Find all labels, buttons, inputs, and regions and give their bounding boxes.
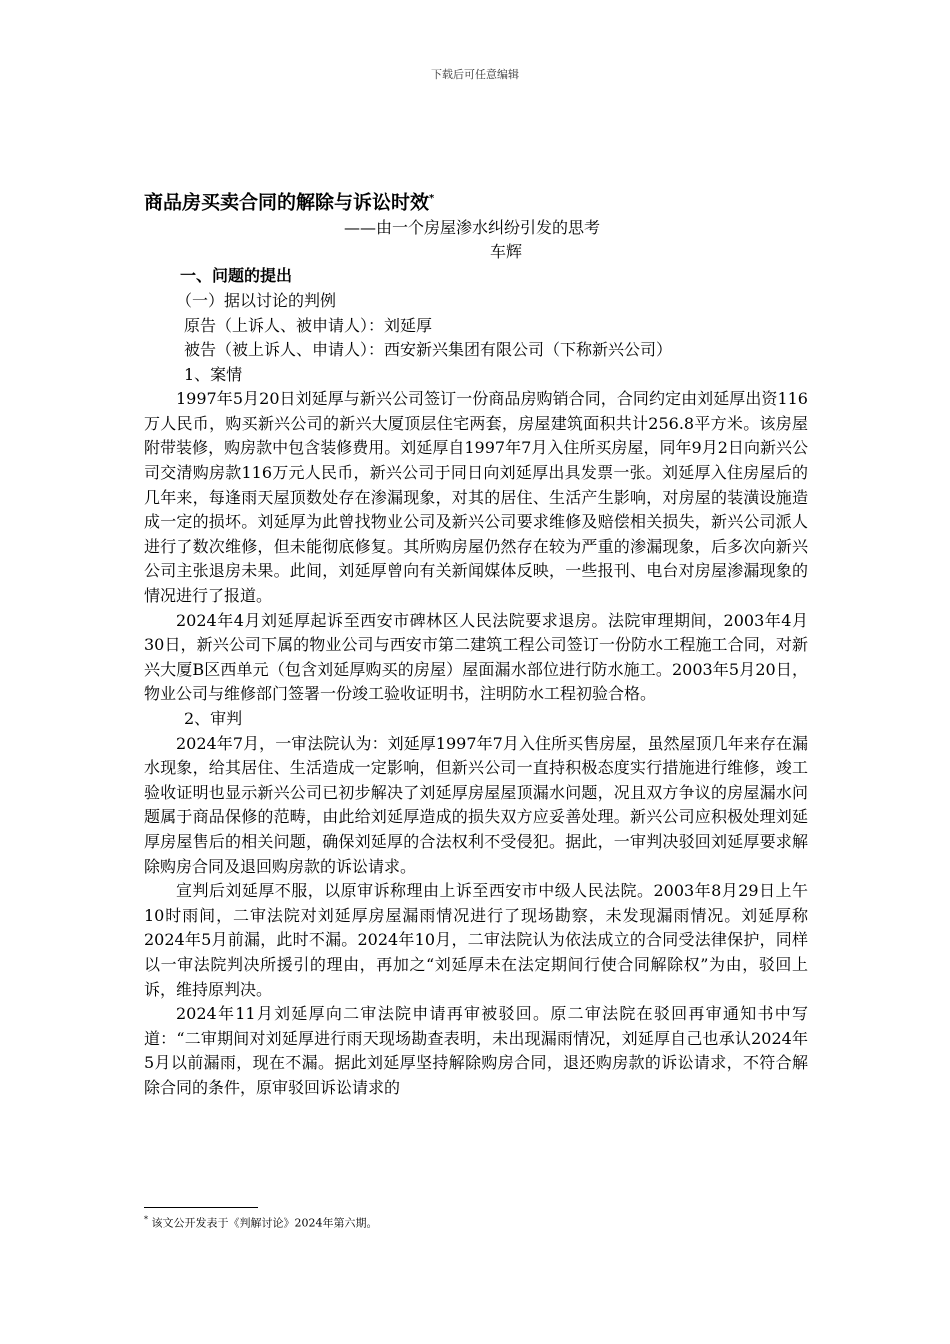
trial-heading: 2、审判: [184, 709, 243, 729]
footnote-mark: *: [144, 1215, 148, 1224]
document-body: [144, 186, 808, 1101]
title-footnote-mark: *: [429, 193, 435, 204]
trial-paragraph: 宣判后刘延厚不服，以原审诉称理由上诉至西安市中级人民法院。2003年8月29日上午10时雨间，二审法院对刘延厚房屋漏雨情况进行了现场勘察，未发现漏雨情况。刘延厚称2024年5月前漏，此时不漏。2024年10月，二审法院认为依法成立的合同受法律保护，同样以一审法院判决所援引的理由，再加之“刘延厚未在法定期间行使合同解除权”为由，驳回上诉，维持原判决。: [144, 881, 808, 999]
trial-paragraph: 2024年11月刘延厚向二审法院申请再审被驳回。原二审法院在驳回再审通知书中写道：“二审期间对刘延厚进行雨天现场勘查表明，未出现漏雨情况，刘延厚自己也承认2024年5月以前漏雨，现在不漏。据此刘延厚坚持解除购房合同，退还购房款的诉讼请求，不符合解除合同的条件，原审驳回诉讼请求的: [144, 1004, 808, 1097]
section-heading: 一、问题的提出: [180, 266, 293, 286]
defendant-line: 被告（被上诉人、申请人）：西安新兴集团有限公司（下称新兴公司）: [184, 340, 673, 360]
plaintiff-line: 原告（上诉人、被申请人）：刘延厚: [184, 315, 433, 335]
footnote-divider: [144, 1207, 258, 1208]
subsection-heading: （一）据以讨论的判例: [176, 290, 337, 310]
document-subtitle: ——由一个房屋渗水纠纷引发的思考: [344, 218, 601, 238]
document-title: [144, 186, 808, 215]
case-paragraph: 1997年5月20日刘延厚与新兴公司签订一份商品房购销合同，合同约定由刘延厚出资116万人民币，购买新兴公司的新兴大厦顶层住宅两套，房屋建筑面积共计256.8平方米。该房屋附带装修，购房款中包含装修费用。刘延厚自1997年7月入住所买房屋，同年9月2日向新兴公司交清购房款116万元人民币，新兴公司于同日向刘延厚出具发票一张。刘延厚入住房屋后的几年来，每逢雨天屋顶数处存在渗漏现象，对其的居住、生活产生影响，对房屋的装潢设施造成一定的损坏。刘延厚为此曾找物业公司及新兴公司要求维修及赔偿相关损失，新兴公司派人进行了数次维修，但未能彻底修复。其所购房屋仍然存在较为严重的渗漏现象，后多次向新兴公司主张退房未果。此间，刘延厚曾向有关新闻媒体反映，一些报刊、电台对房屋渗漏现象的情况进行了报道。: [144, 389, 808, 606]
author-name: 车辉: [489, 242, 522, 262]
case-paragraph: 2024年4月刘延厚起诉至西安市碑林区人民法院要求退房。法院审理期间，2003年4月30日，新兴公司下属的物业公司与西安市第二建筑工程公司签订一份防水工程施工合同，对新兴大厦B区西单元（包含刘延厚购买的房屋）屋面漏水部位进行防水施工。2003年5月20日，物业公司与维修部门签署一份竣工验收证明书，注明防水工程初验合格。: [144, 610, 808, 704]
case-heading: 1、案情: [184, 364, 243, 384]
trial-paragraph: 2024年7月，一审法院认为：刘延厚1997年7月入住所买售房屋，虽然屋顶几年来存在漏水现象，给其居住、生活造成一定影响，但新兴公司一直持积极态度实行措施进行维修，竣工验收证明也显示新兴公司已初步解决了刘延厚房屋屋顶漏水问题，况且双方争议的房屋漏水问题属于商品保修的范畴，由此给刘延厚造成的损失双方应妥善处理。新兴公司应积极处理刘延厚房屋售后的相关问题，确保刘延厚的合法权利不受侵犯。据此，一审判决驳回刘延厚要求解除购房合同及退回购房款的诉讼请求。: [144, 733, 808, 876]
title-text: 商品房买卖合同的解除与诉讼时效: [144, 191, 430, 214]
footnote-text: 该文公开发表于《判解讨论》2024年第六期。: [151, 1216, 378, 1230]
header-note: 下载后可任意编辑: [431, 68, 519, 81]
footnote: [144, 1212, 378, 1232]
